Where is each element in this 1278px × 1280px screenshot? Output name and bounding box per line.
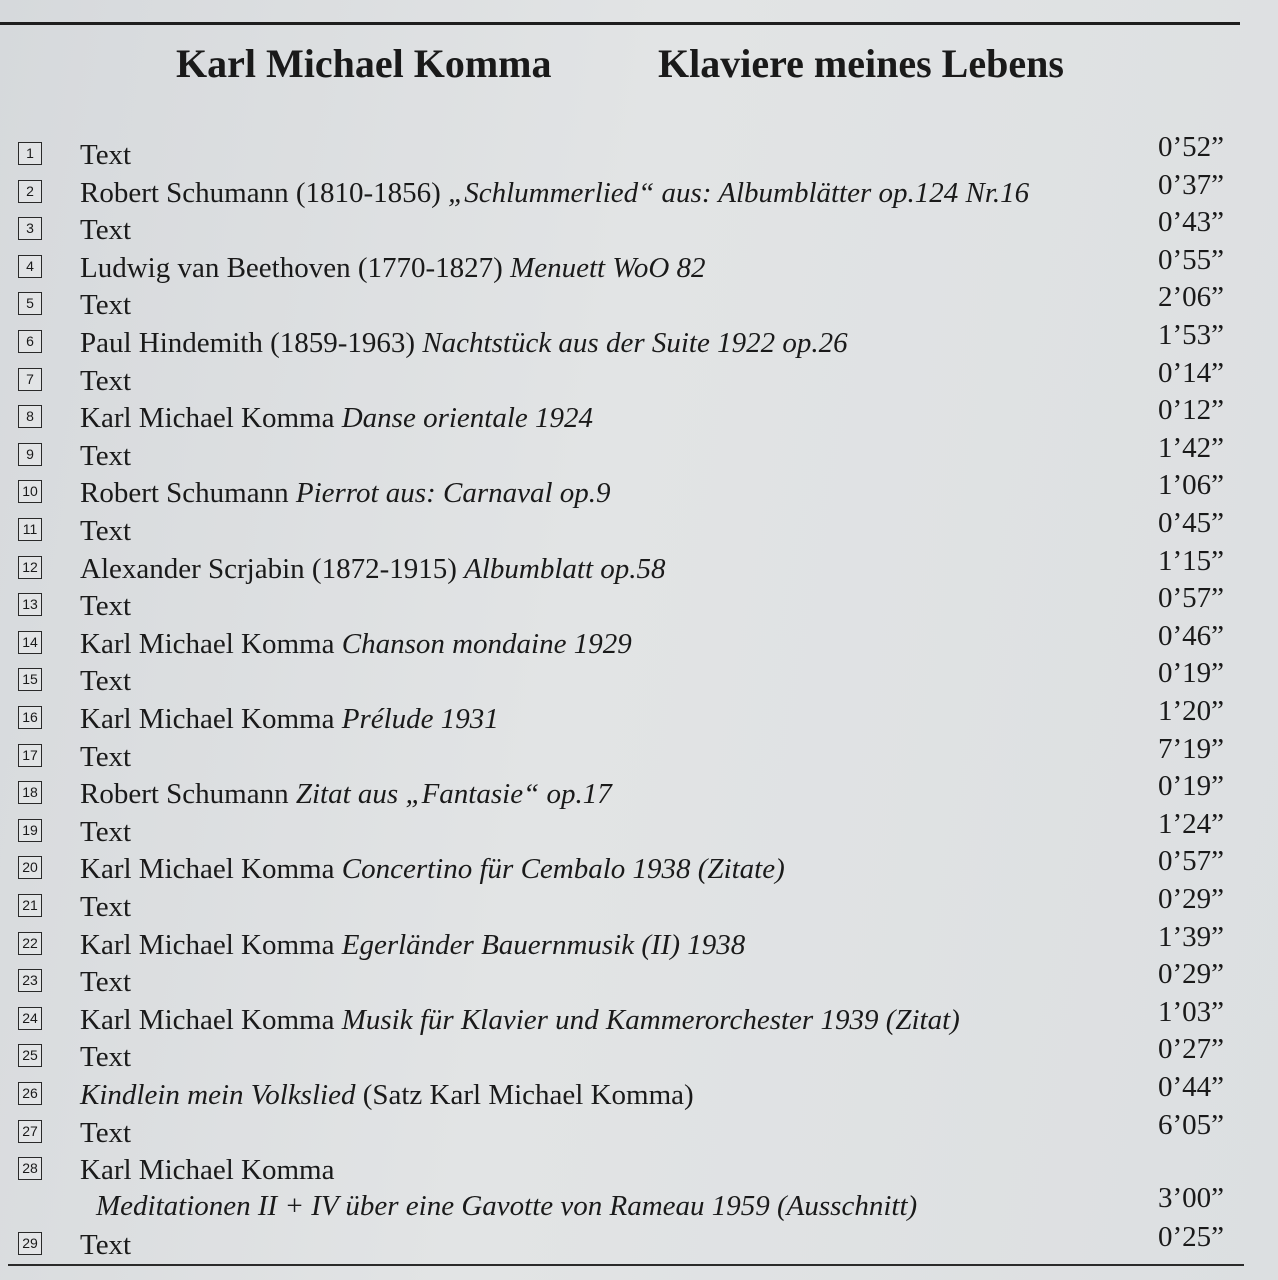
track-composer: Text (80, 439, 132, 472)
track-row (0, 319, 1278, 364)
track-number: 6 (18, 330, 42, 353)
track-row (0, 131, 1278, 176)
track-description (80, 777, 612, 811)
track-duration: 0’46” (1157, 619, 1224, 652)
track-work-title: Kindlein mein Volkslied (80, 1079, 356, 1111)
track-composer: Text (80, 1116, 132, 1149)
track-composer: Text (80, 665, 132, 698)
track-duration: 0’57” (1157, 845, 1224, 878)
track-composer: Text (80, 364, 132, 397)
track-duration: 0’43” (1157, 206, 1224, 239)
track-number: 2 (18, 180, 42, 203)
track-duration: 1’03” (1157, 995, 1224, 1028)
track-description (80, 1040, 131, 1074)
track-composer: Text (80, 289, 132, 322)
track-composer: Text (80, 590, 132, 623)
track-composer: Robert Schumann (1810-1856) (80, 176, 449, 209)
track-number: 18 (18, 781, 42, 804)
track-description (80, 1228, 131, 1262)
track-duration: 0’55” (1157, 243, 1224, 276)
track-number: 25 (18, 1044, 42, 1067)
track-duration: 1’39” (1157, 920, 1224, 953)
track-duration: 0’19” (1157, 770, 1224, 803)
track-composer: Robert Schumann (80, 778, 296, 811)
track-description (80, 401, 593, 435)
track-number: 24 (18, 1007, 42, 1030)
track-work-title: Musik für Klavier und Kammerorchester 1939 (Zitat) (341, 1003, 960, 1036)
track-row (0, 657, 1278, 702)
track-row (0, 582, 1278, 627)
track-description (80, 965, 131, 999)
track-number: 21 (18, 894, 42, 917)
track-number: 13 (18, 593, 42, 616)
track-number: 28 (18, 1157, 42, 1180)
track-description (80, 702, 499, 736)
track-duration: 1’53” (1157, 319, 1224, 351)
track-number: 3 (18, 217, 42, 240)
track-description (80, 439, 131, 473)
track-composer: Text (80, 214, 132, 247)
track-number: 5 (18, 292, 42, 315)
track-composer: Text (80, 891, 132, 923)
track-duration: 0’19” (1157, 657, 1224, 690)
track-work-title: Egerländer Bauernmusik (II) 1938 (341, 928, 746, 961)
track-row (0, 807, 1278, 853)
track-duration: 0’14” (1157, 356, 1224, 389)
track-row (0, 544, 1278, 590)
track-number: 10 (18, 480, 42, 503)
track-number: 27 (18, 1120, 42, 1143)
track-description (80, 664, 131, 698)
track-row (0, 958, 1278, 1003)
track-duration: 0’37” (1157, 168, 1224, 201)
track-duration: 0’45” (1157, 507, 1224, 539)
track-duration: 0’27” (1157, 1033, 1224, 1066)
track-number: 9 (18, 443, 42, 466)
track-description (80, 1078, 694, 1112)
track-composer: Karl Michael Komma (80, 853, 342, 886)
track-number: 11 (18, 518, 42, 541)
track-row (0, 168, 1278, 214)
track-composer: Text (80, 139, 132, 171)
track-duration: 1’06” (1157, 469, 1224, 502)
track-duration: 0’44” (1157, 1071, 1224, 1103)
track-number: 22 (18, 932, 42, 955)
track-composer: Text (80, 1041, 132, 1074)
track-description (80, 288, 131, 322)
track-work-title: Zitat aus „Fantasie“ op.17 (295, 778, 612, 811)
track-row (0, 507, 1278, 552)
track-description (80, 928, 745, 962)
track-composer: Karl Michael Komma (80, 928, 342, 961)
track-duration: 0’57” (1157, 582, 1224, 615)
track-composer: Paul Hindemith (1859-1963) (80, 327, 423, 359)
track-number: 16 (18, 706, 42, 729)
track-row (0, 243, 1278, 289)
track-number: 26 (18, 1082, 42, 1105)
track-composer: Karl Michael Komma (80, 627, 342, 660)
track-description (80, 1116, 131, 1150)
track-row (0, 206, 1278, 251)
track-description (80, 326, 848, 360)
track-row (0, 920, 1278, 966)
track-number: 14 (18, 631, 42, 654)
track-duration: 2’06” (1157, 281, 1224, 314)
track-row (0, 469, 1278, 514)
track-composer: Robert Schumann (80, 477, 296, 510)
track-number: 17 (18, 744, 42, 767)
track-composer: Text (80, 966, 132, 999)
track-duration: 1’20” (1157, 695, 1224, 727)
track-work-title: Chanson mondaine 1929 (341, 627, 632, 660)
track-row (0, 1153, 1278, 1223)
track-duration: 7’19” (1157, 732, 1224, 765)
track-description (80, 890, 131, 924)
track-number: 20 (18, 856, 42, 879)
track-description (80, 476, 611, 510)
track-composer: Text (80, 740, 132, 773)
track-row (0, 281, 1278, 326)
track-work-title: Nachtstück aus der Suite 1922 op.26 (422, 327, 848, 359)
track-description (80, 213, 131, 247)
track-duration: 0’29” (1157, 883, 1224, 915)
track-description (80, 251, 706, 285)
track-row (0, 619, 1278, 665)
track-duration: 1’42” (1157, 431, 1224, 464)
track-row (0, 845, 1278, 890)
track-composer: Karl Michael Komma (80, 1154, 335, 1187)
track-description (80, 815, 131, 849)
track-description (80, 176, 1029, 210)
track-row (0, 431, 1278, 477)
track-number: 15 (18, 668, 42, 691)
track-work-title: Prélude 1931 (341, 703, 499, 735)
track-work-title: Danse orientale 1924 (341, 402, 594, 435)
track-row (0, 356, 1278, 402)
track-description (80, 138, 131, 172)
track-duration: 1’15” (1157, 544, 1224, 577)
track-row (0, 883, 1278, 928)
composer-heading: Karl Michael Komma (176, 41, 552, 86)
track-composer: Text (80, 815, 132, 848)
track-description (80, 1003, 960, 1037)
track-composer: Karl Michael Komma (80, 402, 342, 435)
track-row (0, 732, 1278, 778)
track-description (80, 852, 785, 886)
track-composer: Alexander Scrjabin (1872-1915) (80, 552, 465, 585)
track-description (80, 740, 131, 774)
track-row (0, 1071, 1278, 1116)
track-duration: 0’12” (1157, 394, 1224, 427)
track-duration: 0’29” (1157, 958, 1224, 991)
track-duration: 0’25” (1157, 1221, 1224, 1254)
track-description (80, 589, 131, 623)
track-description (80, 364, 131, 398)
track-number: 1 (18, 142, 42, 165)
track-row (0, 1108, 1278, 1154)
track-number: 4 (18, 255, 42, 278)
track-row (0, 1033, 1278, 1078)
track-number: 19 (18, 819, 42, 842)
track-row (0, 1221, 1278, 1266)
track-composer: Text (80, 1229, 132, 1262)
track-number: 8 (18, 405, 42, 428)
track-description (80, 627, 632, 661)
track-work-title: Albumblatt op.58 (464, 552, 666, 585)
bottom-rule (8, 1264, 1244, 1266)
track-composer: Karl Michael Komma (80, 1003, 342, 1036)
track-number: 23 (18, 969, 42, 992)
track-work-title: „Schlummerlied“ aus: Albumblätter op.124 Nr.16 (448, 176, 1030, 209)
track-row (0, 394, 1278, 439)
track-row (0, 695, 1278, 740)
track-composer: Karl Michael Komma (80, 703, 342, 735)
track-number: 12 (18, 556, 42, 579)
track-work-title: Menuett WoO 82 (510, 251, 706, 284)
track-row (0, 995, 1278, 1041)
track-work-title: Concertino für Cembalo 1938 (Zitate) (341, 853, 785, 886)
track-duration: 3’00” (1157, 1182, 1224, 1215)
track-description (80, 1153, 334, 1187)
album-title: Klaviere meines Lebens (658, 41, 1064, 86)
top-rule (0, 22, 1240, 25)
track-row (0, 770, 1278, 815)
track-description (80, 552, 666, 586)
track-work-title: Pierrot aus: Carnaval op.9 (295, 477, 611, 510)
track-description (80, 514, 131, 548)
track-duration: 1’24” (1157, 807, 1224, 840)
track-composer: (Satz Karl Michael Komma) (355, 1079, 694, 1111)
track-work-title-continued: Meditationen II + IV über eine Gavotte von Rameau 1959 (Ausschnitt) (96, 1190, 918, 1223)
track-composer: Ludwig van Beethoven (1770-1827) (80, 251, 511, 284)
track-number: 29 (18, 1232, 42, 1255)
track-duration: 0’52” (1157, 131, 1224, 163)
track-number: 7 (18, 368, 42, 391)
track-duration: 6’05” (1157, 1108, 1224, 1141)
track-composer: Text (80, 515, 132, 547)
